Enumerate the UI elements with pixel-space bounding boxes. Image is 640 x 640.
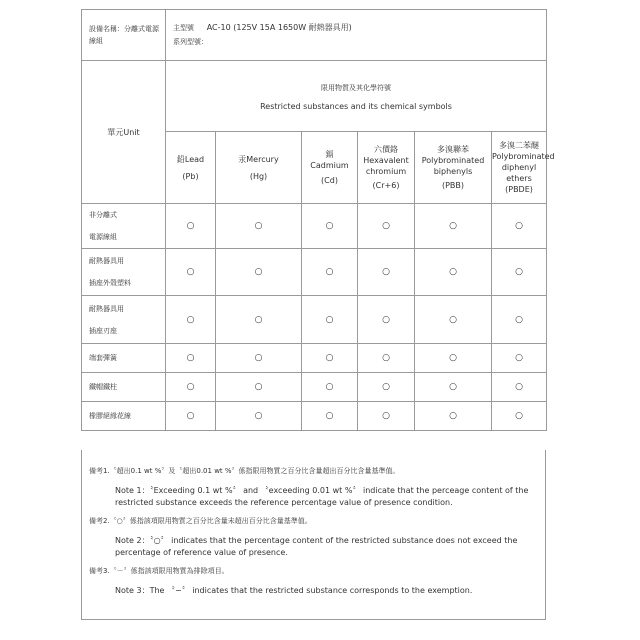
restricted-substances-header: 限用物質及其化學符號 Restricted substances and its chemical symbols [166,61,547,132]
cell-value: ○ [415,373,492,402]
model-info [166,10,547,61]
row-label: 非分離式 電源線組 [82,204,166,249]
model-label: 主型號 [173,24,194,32]
cell-value: ○ [216,296,302,344]
note1-en-line2: restricted substance exceeds the reference percentage value of presence condition. [115,498,453,507]
cell-value: ○ [415,344,492,373]
col-lead: 鉛Lead (Pb) [166,132,216,204]
cell-value: ○ [358,344,415,373]
cell-value: ○ [415,402,492,431]
cell-value: ○ [492,344,547,373]
row-label: 端套彈簧 [82,344,166,373]
table-row [82,249,547,296]
note2-cn: 備考2.〝○〞係指該項限用物質之百分比含量未超出百分比含量基準值。 [89,517,312,525]
cell-value: ○ [216,344,302,373]
cell-value: ○ [358,249,415,296]
note2-en-line2: percentage of reference value of presence. [115,548,288,557]
note2-en-line1: Note 2：〝○〞 indicates that the percentage content of the restricted substance does not exceed the [115,536,518,545]
unit-label: 單元Unit [82,61,166,204]
row-label: 耐熱器具用 插座外殼塑料 [82,249,166,296]
cell-value: ○ [216,204,302,249]
cell-value: ○ [492,402,547,431]
model-value: AC-10 (125V 15A 1650W 耐熱器具用) [206,23,352,32]
table-row [82,402,547,431]
cell-value: ○ [216,373,302,402]
cell-value: ○ [492,249,547,296]
table-row [82,344,547,373]
notes-section [81,450,546,620]
cell-value: ○ [358,402,415,431]
cell-value: ○ [166,402,216,431]
note3-en: Note 3：The 〝−〞 indicates that the restricted substance corresponds to the exemption. [115,586,473,595]
cell-value: ○ [492,373,547,402]
table-row [82,204,547,249]
cell-value: ○ [358,373,415,402]
cell-value: ○ [492,204,547,249]
cell-value: ○ [166,296,216,344]
cell-value: ○ [302,344,358,373]
cell-value: ○ [216,402,302,431]
col-pbde: 多溴二苯醚 Polybrominated diphenyl ethers (PBDE) [492,132,547,204]
col-cadmium: 鎘 Cadmium (Cd) [302,132,358,204]
device-name: 設備名稱：分離式電源線組 [82,10,166,61]
col-mercury: 汞Mercury (Hg) [216,132,302,204]
table-row [82,373,547,402]
rohs-table [81,9,555,431]
cell-value: ○ [415,249,492,296]
col-chromium: 六價鉻 Hexavalent chromium (Cr+6) [358,132,415,204]
note1-en-line1: Note 1：〝Exceeding 0.1 wt %〞 and 〝exceeding 0.01 wt %〞 indicate that the perceage content of the [115,486,529,495]
cell-value: ○ [302,249,358,296]
cell-value: ○ [302,204,358,249]
row-label: 橡膠絕緣花線 [82,402,166,431]
cell-value: ○ [166,344,216,373]
cell-value: ○ [492,296,547,344]
cell-value: ○ [302,402,358,431]
note3-cn: 備考3.〝－〞係指該項限用物質為排除項目。 [89,567,229,575]
table-row [82,296,547,344]
cell-value: ○ [302,373,358,402]
cell-value: ○ [216,249,302,296]
cell-value: ○ [358,204,415,249]
cell-value: ○ [166,204,216,249]
cell-value: ○ [166,373,216,402]
cell-value: ○ [358,296,415,344]
row-label: 耐熱器具用 插座刃座 [82,296,166,344]
cell-value: ○ [302,296,358,344]
cell-value: ○ [415,204,492,249]
col-pbb: 多溴聯苯 Polybrominated biphenyls (PBB) [415,132,492,204]
row-label: 鐵帽鐵柱 [82,373,166,402]
cell-value: ○ [415,296,492,344]
cell-value: ○ [166,249,216,296]
note1-cn: 備考1.〝超出0.1 wt %〞及〝超出0.01 wt %〞係指限用物質之百分比含量超出百分比含量基準值。 [89,467,400,475]
series-label: 系列型號： [173,38,208,46]
